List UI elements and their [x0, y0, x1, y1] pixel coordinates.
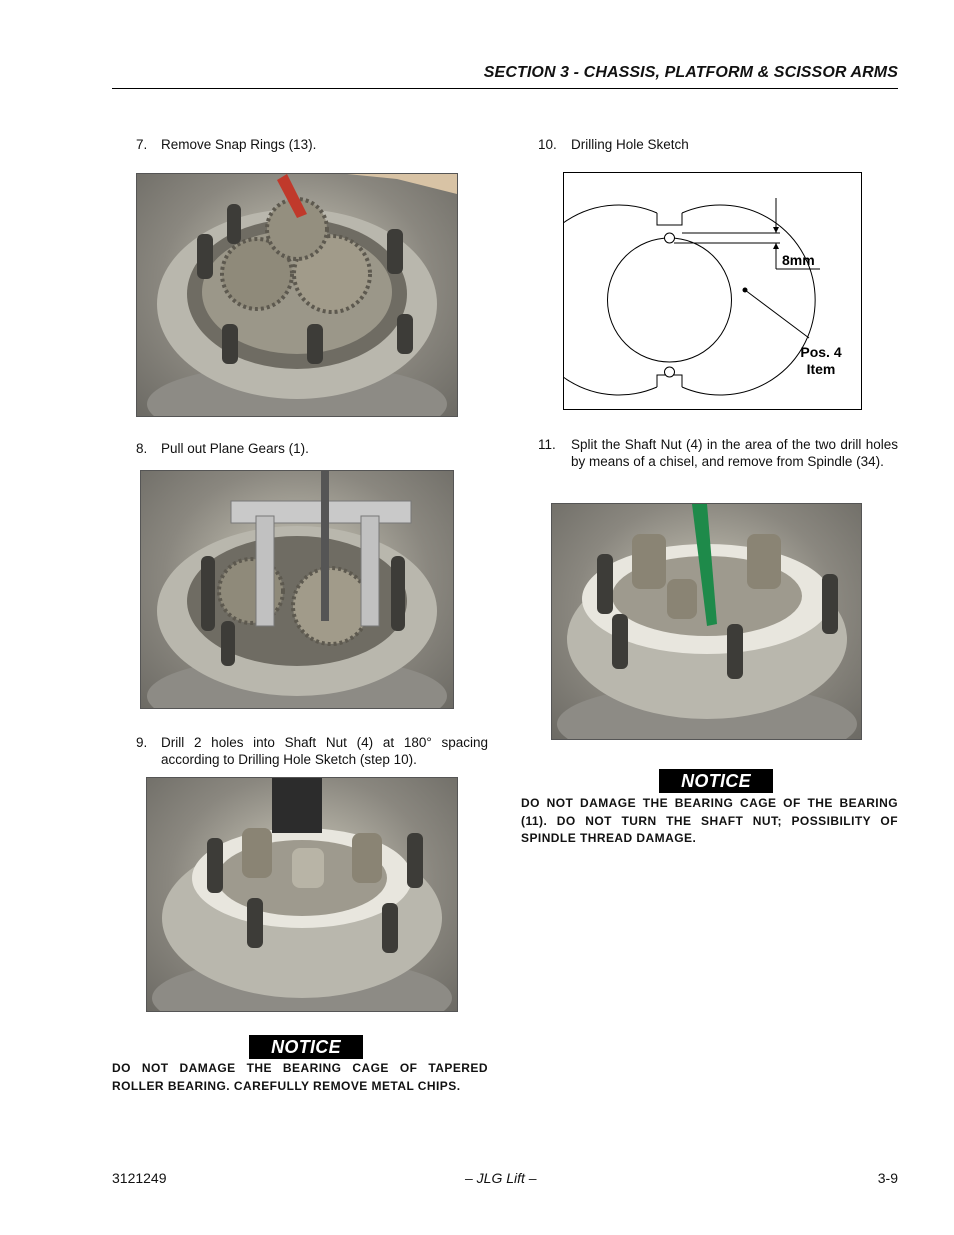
step-text: Pull out Plane Gears (1). — [161, 441, 309, 456]
drilling-hole-sketch — [563, 172, 862, 410]
step-number: 9. — [136, 735, 148, 750]
step-text: Drill 2 holes into Shaft Nut (4) at 180° spacing according to Drilling Hole Sketch (step 10). — [161, 735, 488, 767]
doc-number: 3121249 — [112, 1170, 167, 1186]
step-9 — [136, 734, 488, 768]
step-10 — [538, 136, 898, 153]
step-number: 11. — [538, 437, 556, 452]
section-title: SECTION 3 - CHASSIS, PLATFORM & SCISSOR ARMS — [483, 64, 898, 81]
item-label-line2: Item — [806, 361, 836, 377]
step-text: Remove Snap Rings (13). — [161, 137, 317, 152]
step-7 — [136, 136, 488, 153]
step-8 — [136, 440, 488, 457]
photo-pull-out-plane-gears — [140, 470, 454, 709]
step-number: 7. — [136, 137, 148, 152]
photo-split-shaft-nut — [551, 503, 862, 740]
notice-text: DO NOT DAMAGE THE BEARING CAGE OF THE BEARING (11). DO NOT TURN THE SHAFT NUT; POSSIBILITY OF SPINDLE THREAD DAMAGE. — [521, 796, 898, 845]
photo-remove-snap-rings — [136, 173, 458, 417]
photo-drill-holes — [146, 777, 458, 1012]
notice-text: DO NOT DAMAGE THE BEARING CAGE OF TAPERED ROLLER BEARING. CAREFULLY REMOVE METAL CHIPS. — [112, 1061, 488, 1093]
notice-badge: NOTICE — [659, 769, 773, 793]
dimension-label: 8mm — [782, 252, 815, 268]
step-number: 10. — [538, 137, 557, 152]
footer-center: – JLG Lift – — [465, 1170, 537, 1186]
header-rule — [112, 88, 898, 89]
step-text: Drilling Hole Sketch — [571, 137, 689, 152]
step-11 — [538, 436, 898, 470]
item-label-line1: Pos. 4 — [800, 344, 842, 360]
page-number: 3-9 — [877, 1170, 898, 1186]
step-text: Split the Shaft Nut (4) in the area of the two drill holes by means of a chisel, and remove from Spindle (34). — [571, 437, 898, 469]
step-number: 8. — [136, 441, 148, 456]
notice-badge: NOTICE — [249, 1035, 363, 1059]
